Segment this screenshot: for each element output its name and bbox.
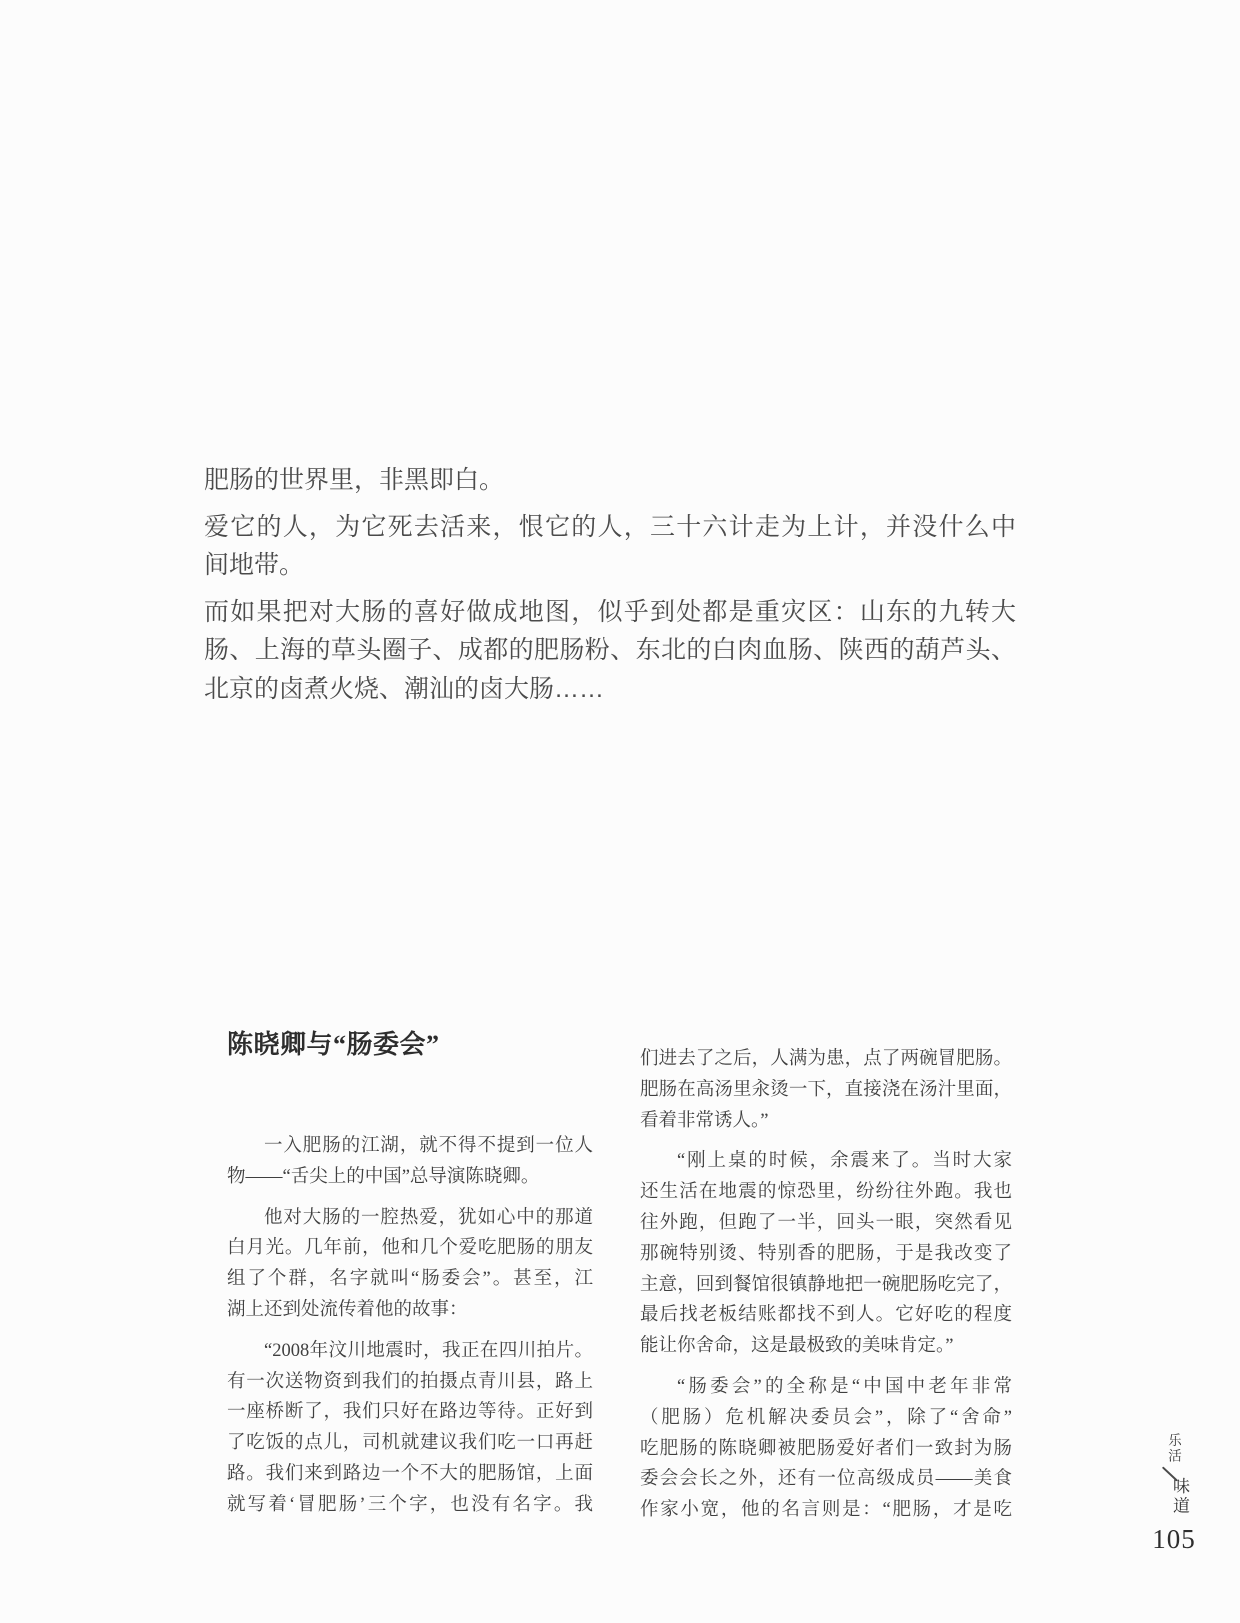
text-line: 们进去了之后，人满为患，点了两碗冒肥肠。 bbox=[640, 1049, 1012, 1069]
text-line: 有一次送物资到我们的拍摄点青川县，路上 bbox=[227, 1371, 593, 1392]
text-line: 间地带。 bbox=[204, 551, 305, 579]
paragraph bbox=[204, 461, 1016, 500]
text-line: 湖上还到处流传着他的故事： bbox=[227, 1299, 468, 1320]
text-line: 而如果把对大肠的喜好做成地图，似乎到处都是重灾区：山东的九转大 bbox=[204, 597, 1016, 626]
text-line: 最后找老板结账都找不到人。它好吃的程度 bbox=[640, 1305, 1012, 1326]
text-line: 他对大肠的一腔热爱，犹如心中的那道 bbox=[264, 1207, 593, 1228]
text-line: 主意，回到餐馆很镇静地把一碗肥肠吃完了， bbox=[640, 1274, 1012, 1295]
text-line: 肥肠的世界里，非黑即白。 bbox=[204, 466, 505, 494]
page-number: 105 bbox=[1152, 1524, 1196, 1554]
text-line: 吃肥肠的陈晓卿被肥肠爱好者们一致封为肠 bbox=[640, 1438, 1012, 1459]
text-line: 还生活在地震的惊恐里，纷纷往外跑。我也 bbox=[640, 1182, 1012, 1203]
paragraph bbox=[640, 1146, 1012, 1362]
text-line: 那碗特别烫、特别香的肥肠，于是我改变了 bbox=[640, 1243, 1012, 1264]
text-line: 组了个群，名字就叫“肠委会”。甚至，江 bbox=[227, 1269, 593, 1290]
section-heading: 陈晓卿与“肠委会” bbox=[227, 1030, 440, 1059]
text-line: 一座桥断了，我们只好在路边等待。正好到 bbox=[227, 1402, 593, 1423]
text-line: 物——“舌尖上的中国”总导演陈晓卿。 bbox=[227, 1166, 540, 1187]
text-line: 爱它的人，为它死去活来，恨它的人，三十六计走为上计，并没什么中 bbox=[204, 512, 1016, 541]
text-line: “刚上桌的时候，余震来了。当时大家 bbox=[677, 1151, 1012, 1172]
paragraph bbox=[640, 1044, 1012, 1136]
text-line: （肥肠）危机解决委员会”，除了“舍命” bbox=[640, 1407, 1012, 1428]
text-line: “2008年汶川地震时，我正在四川拍片。 bbox=[264, 1340, 593, 1361]
text-line: 委会会长之外，还有一位高级成员——美食 bbox=[640, 1469, 1012, 1490]
intro-block bbox=[204, 461, 1016, 708]
text-line: 往外跑，但跑了一半，回头一眼，突然看见 bbox=[640, 1212, 1012, 1233]
category-label: 乐活 bbox=[1166, 1433, 1181, 1464]
section-label: 味道 bbox=[1170, 1477, 1189, 1516]
text-line: “肠委会”的全称是“中国中老年非常 bbox=[677, 1376, 1012, 1397]
paragraph bbox=[204, 593, 1016, 709]
text-line: 路。我们来到路边一个不大的肥肠馆，上面 bbox=[227, 1463, 593, 1484]
paragraph bbox=[227, 1336, 593, 1521]
right-column bbox=[640, 1044, 1012, 1526]
text-line: 看着非常诱人。” bbox=[640, 1110, 769, 1131]
paragraph bbox=[204, 508, 1016, 585]
text-line: 能让你舍命，这是最极致的美味肯定。” bbox=[640, 1336, 954, 1357]
text-line: 作家小宽，他的名言则是：“肥肠，才是吃 bbox=[640, 1500, 1012, 1521]
paragraph bbox=[640, 1372, 1012, 1526]
text-line: 一入肥肠的江湖，就不得不提到一位人 bbox=[264, 1136, 593, 1156]
paragraph bbox=[227, 1203, 593, 1326]
text-line: 肥肠在高汤里汆烫一下，直接浇在汤汁里面， bbox=[640, 1079, 1012, 1100]
text-line: 就写着‘冒肥肠’三个字，也没有名字。我 bbox=[227, 1494, 593, 1515]
text-line: 北京的卤煮火烧、潮汕的卤大肠…… bbox=[204, 674, 605, 703]
text-line: 肠、上海的草头圈子、成都的肥肠粉、东北的白肉血肠、陕西的葫芦头、 bbox=[204, 636, 1016, 664]
left-column bbox=[227, 1131, 593, 1521]
text-line: 了吃饭的点儿，司机就建议我们吃一口再赶 bbox=[227, 1433, 593, 1454]
text-line: 白月光。几年前，他和几个爱吃肥肠的朋友 bbox=[227, 1238, 593, 1259]
paragraph bbox=[227, 1131, 593, 1193]
